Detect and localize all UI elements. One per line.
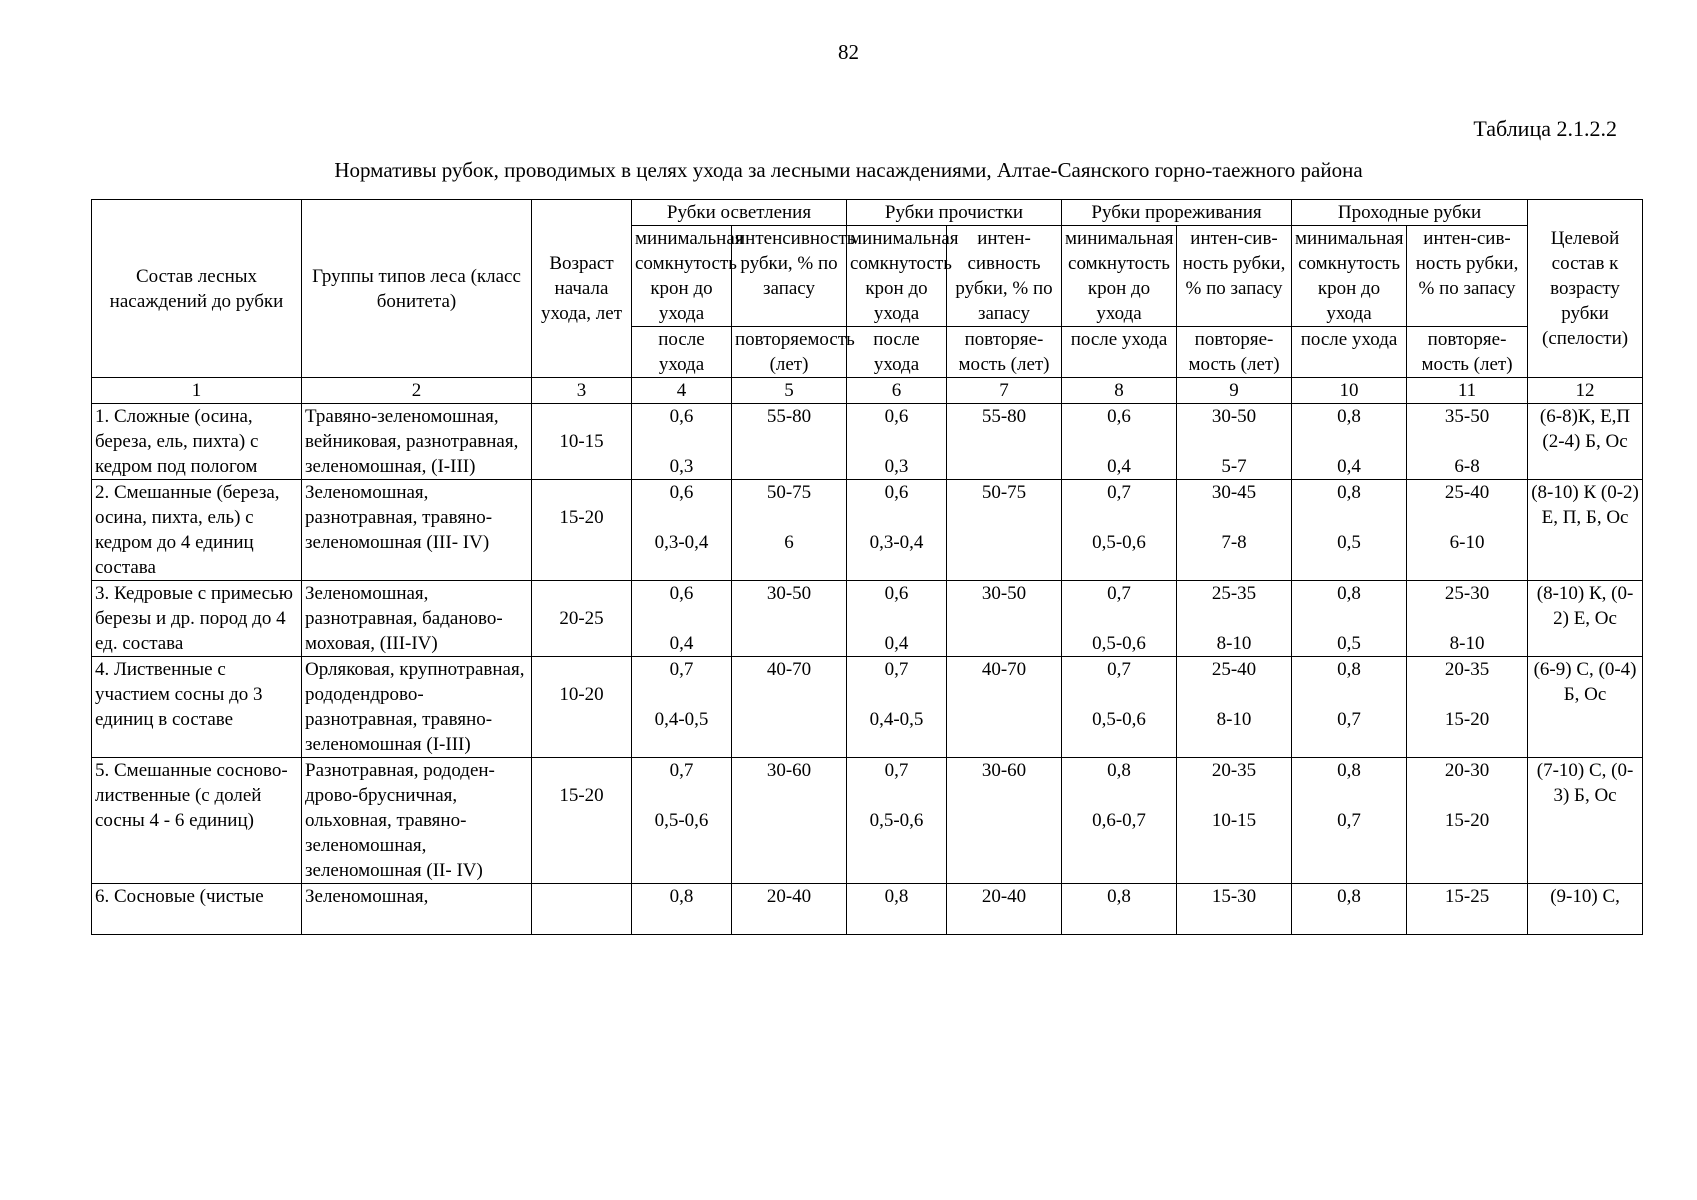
row-value-cell [1177,758,1292,884]
row-value-top: 0,8 [1337,583,1361,604]
row-value-cell [1177,480,1292,581]
page-number: 82 [838,40,859,64]
row-start-age [532,657,632,758]
row-value-bottom: 0,4 [1337,456,1361,477]
row-start-age [532,480,632,581]
row-value-bottom: 0,3-0,4 [654,532,709,553]
row-value-cell [732,404,847,480]
row-value-bottom: 0,5-0,6 [1092,709,1146,730]
row-value-bottom: 10-15 [1211,810,1257,831]
header-min-density: минимальная сомкнутость крон до ухода [1062,226,1177,327]
row-value-top: 0,6 [669,482,694,503]
row-value-bottom: 0,5-0,6 [1092,633,1146,654]
row-value-bottom: 0,6-0,7 [1092,810,1146,831]
row-value-bottom: 0,7 [1337,810,1361,831]
row-start-age-value: 15-20 [559,785,604,806]
row-value-top: 20-40 [981,886,1027,907]
row-start-age [532,758,632,884]
row-value-top: 0,7 [669,659,694,680]
header-start-age: Возраст начала ухода, лет [532,200,632,378]
row-value-cell [1177,404,1292,480]
column-number: 12 [1528,378,1643,404]
row-value-cell [1292,657,1407,758]
row-target: (8-10) К, (0-2) Е, Ос [1528,581,1643,657]
row-value-cell [947,758,1062,884]
row-value-cell [732,657,847,758]
row-value-bottom: 0,5 [1337,633,1361,654]
row-target: (8-10) К (0-2) Е, П, Б, Ос [1528,480,1643,581]
row-start-age [532,404,632,480]
header-composition: Состав лесных насаждений до рубки [92,200,302,378]
row-forest-groups: Травяно-зеленомошная, вейниковая, разнотравная, зеленомошная, (I-III) [302,404,532,480]
column-number: 5 [732,378,847,404]
row-value-top: 25-40 [1211,659,1257,680]
table-row [92,657,1643,758]
row-value-top: 0,8 [1337,482,1361,503]
row-value-top: 30-60 [981,760,1027,781]
row-value-top: 0,6 [884,583,909,604]
row-value-bottom: 0,5-0,6 [654,810,709,831]
row-value-bottom: 6-10 [1449,532,1485,553]
header-intensity: интен-сивность рубки, % по запасу [947,226,1062,327]
header-row-groups [92,200,1643,226]
row-value-bottom: 6 [784,532,794,553]
row-forest-groups: Зеленомошная, [302,884,532,935]
row-value-top: 20-35 [1444,659,1490,680]
row-value-cell [1177,657,1292,758]
column-number: 3 [532,378,632,404]
column-number: 11 [1407,378,1528,404]
row-value-bottom: 6-8 [1454,456,1480,477]
row-target: (6-8)К, Е,П (2-4) Б, Ос [1528,404,1643,480]
header-repeat: повторяе-мость (лет) [1407,327,1528,378]
row-value-top: 30-50 [1211,406,1257,427]
row-value-cell [1062,581,1177,657]
header-intensity: интен-сив-ность рубки, % по запасу [1407,226,1528,327]
row-start-age [532,581,632,657]
row-value-top: 0,8 [1337,659,1361,680]
row-value-top: 30-60 [766,760,812,781]
row-value-top: 0,7 [1107,659,1131,680]
column-number: 9 [1177,378,1292,404]
row-target: (9-10) С, [1528,884,1643,935]
row-value-cell [1292,581,1407,657]
row-value-bottom: 15-20 [1444,709,1490,730]
header-group-cleaning: Рубки прочистки [847,200,1062,226]
column-number: 6 [847,378,947,404]
row-value-top: 0,6 [1107,406,1131,427]
header-min-density: минимальная сомкнутость крон до ухода [632,226,732,327]
row-value-top: 55-80 [766,406,812,427]
row-value-top: 0,8 [1337,760,1361,781]
column-number: 2 [302,378,532,404]
row-value-bottom: 7-8 [1221,532,1247,553]
column-number: 8 [1062,378,1177,404]
row-value-top: 0,7 [884,760,909,781]
row-value-top: 40-70 [981,659,1027,680]
row-value-top: 0,8 [1337,406,1361,427]
row-value-cell [1177,581,1292,657]
row-value-cell [1062,758,1177,884]
row-value-bottom: 0,5-0,6 [869,810,924,831]
row-value-top: 20-35 [1211,760,1257,781]
row-value-cell [847,758,947,884]
row-value-bottom: 0,3 [669,456,694,477]
row-value-cell [1407,884,1528,935]
row-value-top: 25-35 [1211,583,1257,604]
header-after: после ухода [1292,327,1407,378]
header-group-passage: Проходные рубки [1292,200,1528,226]
norms-table [91,199,1643,935]
document-title: Нормативы рубок, проводимых в целях ухода за лесными насаждениями, Алтае-Саянского горно-таежного района [334,158,1363,182]
column-number: 10 [1292,378,1407,404]
row-value-cell [732,758,847,884]
row-value-top: 25-30 [1444,583,1490,604]
row-value-bottom: 0,7 [1337,709,1361,730]
row-value-top: 0,7 [1107,583,1131,604]
row-value-cell [632,758,732,884]
row-value-bottom: 15-20 [1444,810,1490,831]
header-intensity: интенсивность рубки, % по запасу [732,226,847,327]
row-value-top: 0,8 [1337,886,1361,907]
row-value-cell [632,657,732,758]
row-value-top: 0,7 [1107,482,1131,503]
row-value-cell [1407,758,1528,884]
table-row [92,581,1643,657]
row-value-cell [632,884,732,935]
header-forest-groups: Группы типов леса (класс бонитета) [302,200,532,378]
row-value-cell [947,404,1062,480]
row-value-top: 15-25 [1444,886,1490,907]
header-group-lightening: Рубки осветления [632,200,847,226]
row-forest-groups: Зеленомошная, разнотравная, травяно-зеленомошная (III- IV) [302,480,532,581]
header-min-density: минимальная сомкнутость крон до ухода [847,226,947,327]
header-target: Целевой состав к возрасту рубки (спелости) [1528,200,1643,378]
row-value-cell [847,884,947,935]
row-value-bottom: 0,5 [1337,532,1361,553]
row-value-top: 0,7 [884,659,909,680]
row-value-bottom: 0,5-0,6 [1092,532,1146,553]
row-composition: 6. Сосновые (чистые [92,884,302,935]
row-value-top: 0,6 [884,406,909,427]
row-start-age [532,884,632,935]
row-value-cell [1407,404,1528,480]
column-number: 4 [632,378,732,404]
row-value-top: 0,6 [669,406,694,427]
row-forest-groups: Орляковая, крупнотравная, рододендрово-разнотравная, травяно-зеленомошная (I-III) [302,657,532,758]
row-value-top: 50-75 [981,482,1027,503]
row-value-cell [1407,480,1528,581]
row-value-cell [732,480,847,581]
table-id: Таблица 2.1.2.2 [1473,116,1617,141]
row-value-top: 0,8 [669,886,694,907]
row-value-bottom: 0,4 [884,633,909,654]
column-number: 7 [947,378,1062,404]
row-value-cell [1292,884,1407,935]
row-value-cell [1062,404,1177,480]
row-value-bottom: 0,4 [1107,456,1131,477]
row-value-cell [1177,884,1292,935]
row-value-cell [847,480,947,581]
column-number-row [92,378,1643,404]
row-value-top: 30-50 [981,583,1027,604]
table-row [92,758,1643,884]
row-value-top: 0,7 [669,760,694,781]
row-value-bottom: 0,3 [884,456,909,477]
row-value-top: 0,6 [884,482,909,503]
row-composition: 1. Сложные (осина, береза, ель, пихта) с кедром под пологом [92,404,302,480]
row-value-bottom: 8-10 [1216,709,1252,730]
row-value-top: 20-30 [1444,760,1490,781]
row-start-age-value: 20-25 [559,608,604,629]
row-value-top: 0,8 [1107,886,1131,907]
header-repeat: повторяемость (лет) [732,327,847,378]
row-value-cell [1292,404,1407,480]
table-row [92,404,1643,480]
row-start-age-value: 15-20 [559,507,604,528]
row-value-cell [632,480,732,581]
header-after: после ухода [1062,327,1177,378]
row-start-age-value: 10-20 [559,684,604,705]
row-value-top: 30-50 [766,583,812,604]
row-value-cell [1062,884,1177,935]
row-value-bottom: 0,3-0,4 [869,532,924,553]
row-value-bottom: 8-10 [1216,633,1252,654]
row-value-cell [732,884,847,935]
row-value-top: 35-50 [1444,406,1490,427]
table-row [92,480,1643,581]
row-value-bottom: 0,4 [669,633,694,654]
row-start-age-value: 10-15 [559,431,604,452]
row-value-top: 55-80 [981,406,1027,427]
row-forest-groups: Зеленомошная, разнотравная, баданово-моховая, (III-IV) [302,581,532,657]
row-value-cell [947,480,1062,581]
row-value-cell [947,657,1062,758]
row-value-cell [732,581,847,657]
header-repeat: повторяе-мость (лет) [1177,327,1292,378]
header-intensity: интен-сив-ность рубки, % по запасу [1177,226,1292,327]
row-value-cell [947,581,1062,657]
row-value-cell [1292,480,1407,581]
row-value-cell [847,657,947,758]
row-value-top: 50-75 [766,482,812,503]
row-value-top: 25-40 [1444,482,1490,503]
row-value-top: 0,8 [884,886,909,907]
row-value-cell [947,884,1062,935]
row-forest-groups: Разнотравная, рододен-дрово-брусничная, ольховная, травяно-зеленомошная, зеленомошная (II- IV) [302,758,532,884]
row-value-top: 0,8 [1107,760,1131,781]
row-value-top: 40-70 [766,659,812,680]
row-value-cell [847,581,947,657]
row-value-bottom: 8-10 [1449,633,1485,654]
header-group-thinning: Рубки прореживания [1062,200,1292,226]
row-value-cell [1062,657,1177,758]
header-after: после ухода [632,327,732,378]
row-target: (7-10) С, (0-3) Б, Ос [1528,758,1643,884]
row-target: (6-9) С, (0-4) Б, Ос [1528,657,1643,758]
row-composition: 5. Смешанные сосново-лиственные (с долей сосны 4 - 6 единиц) [92,758,302,884]
header-min-density: минимальная сомкнутость крон до ухода [1292,226,1407,327]
row-value-cell [847,404,947,480]
row-composition: 3. Кедровые с примесью березы и др. пород до 4 ед. состава [92,581,302,657]
row-value-bottom: 0,4-0,5 [654,709,709,730]
row-composition: 4. Лиственные с участием сосны до 3 единиц в составе [92,657,302,758]
row-composition: 2. Смешанные (береза, осина, пихта, ель) с кедром до 4 единиц состава [92,480,302,581]
row-value-bottom: 5-7 [1221,456,1247,477]
row-value-cell [1062,480,1177,581]
header-repeat: повторяе-мость (лет) [947,327,1062,378]
row-value-top: 20-40 [766,886,812,907]
row-value-bottom: 0,4-0,5 [869,709,924,730]
row-value-top: 0,6 [669,583,694,604]
table-row [92,884,1643,935]
row-value-cell [1407,581,1528,657]
row-value-top: 30-45 [1211,482,1257,503]
header-after: после ухода [847,327,947,378]
column-number: 1 [92,378,302,404]
row-value-cell [632,404,732,480]
row-value-top: 15-30 [1211,886,1257,907]
row-value-cell [1292,758,1407,884]
row-value-cell [1407,657,1528,758]
row-value-cell [632,581,732,657]
